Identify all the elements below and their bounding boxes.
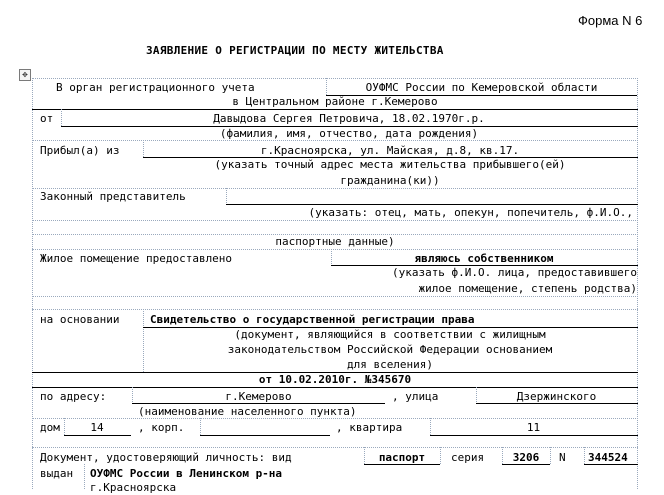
id-doc-label: Документ, удостоверяющий личность: вид <box>40 451 292 464</box>
form-number: Форма N 6 <box>578 13 643 28</box>
arrived-from-value: г.Красноярска, ул. Майская, д.8, кв.17. <box>260 144 520 157</box>
housing-hint-1: (указать ф.И.О. лица, предоставившего <box>391 266 637 279</box>
basis-hint-3: для вселения) <box>346 358 434 371</box>
apartment-value: 11 <box>526 421 541 434</box>
basis-hint-1: (документ, являющийся в соответствии с жилищным <box>234 328 546 341</box>
basis-hint-2: законодательством Российской Федерации основанием <box>227 343 553 356</box>
page-title: ЗАЯВЛЕНИЕ О РЕГИСТРАЦИИ ПО МЕСТУ ЖИТЕЛЬСТВА <box>146 44 444 57</box>
representative-hint-2: паспортные данные) <box>275 235 395 248</box>
id-doc-issued-by-2: г.Красноярска <box>90 481 177 494</box>
id-doc-series: 3206 <box>512 451 540 464</box>
address-city-hint: (наименование населенного пункта) <box>138 405 357 418</box>
apartment-label: , квартира <box>336 421 403 434</box>
representative-label: Законный представитель <box>40 190 186 203</box>
authority-value-line2: в Центральном районе г.Кемерово <box>232 95 438 108</box>
table-move-handle-icon[interactable]: ✥ <box>19 69 31 81</box>
id-doc-type: паспорт <box>378 451 426 464</box>
basis-date-number: от 10.02.2010г. №345670 <box>258 373 412 386</box>
basis-label: на основании <box>40 313 120 326</box>
arrived-from-hint-2: гражданина(ки)) <box>340 174 440 187</box>
housing-value: являюсь собственником <box>414 252 554 265</box>
address-street: Дзержинского <box>516 390 597 403</box>
authority-value-line1: ОУФМС России по Кемеровской области <box>365 81 598 94</box>
id-doc-issued-label: выдан <box>40 467 74 480</box>
housing-label: Жилое помещение предоставлено <box>40 252 233 265</box>
authority-label: В орган регистрационного учета <box>56 81 255 94</box>
basis-value: Свидетельство о государственной регистрации права <box>150 313 475 326</box>
representative-hint-1: (указать: отец, мать, опекун, попечитель, ф.И.О., <box>308 206 633 219</box>
address-street-label: , улица <box>392 390 439 403</box>
address-city: г.Кемерово <box>225 390 292 403</box>
building-label: , корп. <box>138 421 185 434</box>
id-doc-number-label: N <box>559 451 566 464</box>
address-label: по адресу: <box>40 390 107 403</box>
arrived-from-hint-1: (указать точный адрес места жительства прибывшего(ей) <box>214 158 566 171</box>
house-value: 14 <box>90 421 104 434</box>
from-value: Давыдова Сергея Петровича, 18.02.1970г.р. <box>213 112 485 125</box>
from-label: от <box>40 112 54 125</box>
id-doc-number: 344524 <box>588 451 628 464</box>
from-hint: (фамилия, имя, отчество, дата рождения) <box>219 127 479 140</box>
table-border-top <box>32 78 638 79</box>
house-label: дом <box>40 421 60 434</box>
housing-hint-2: жилое помещение, степень родства) <box>418 282 637 295</box>
id-doc-series-label: серия <box>451 451 485 464</box>
id-doc-issued-by-1: ОУФМС России в Ленинском р-на <box>90 467 283 480</box>
arrived-from-label: Прибыл(а) из <box>40 144 120 157</box>
